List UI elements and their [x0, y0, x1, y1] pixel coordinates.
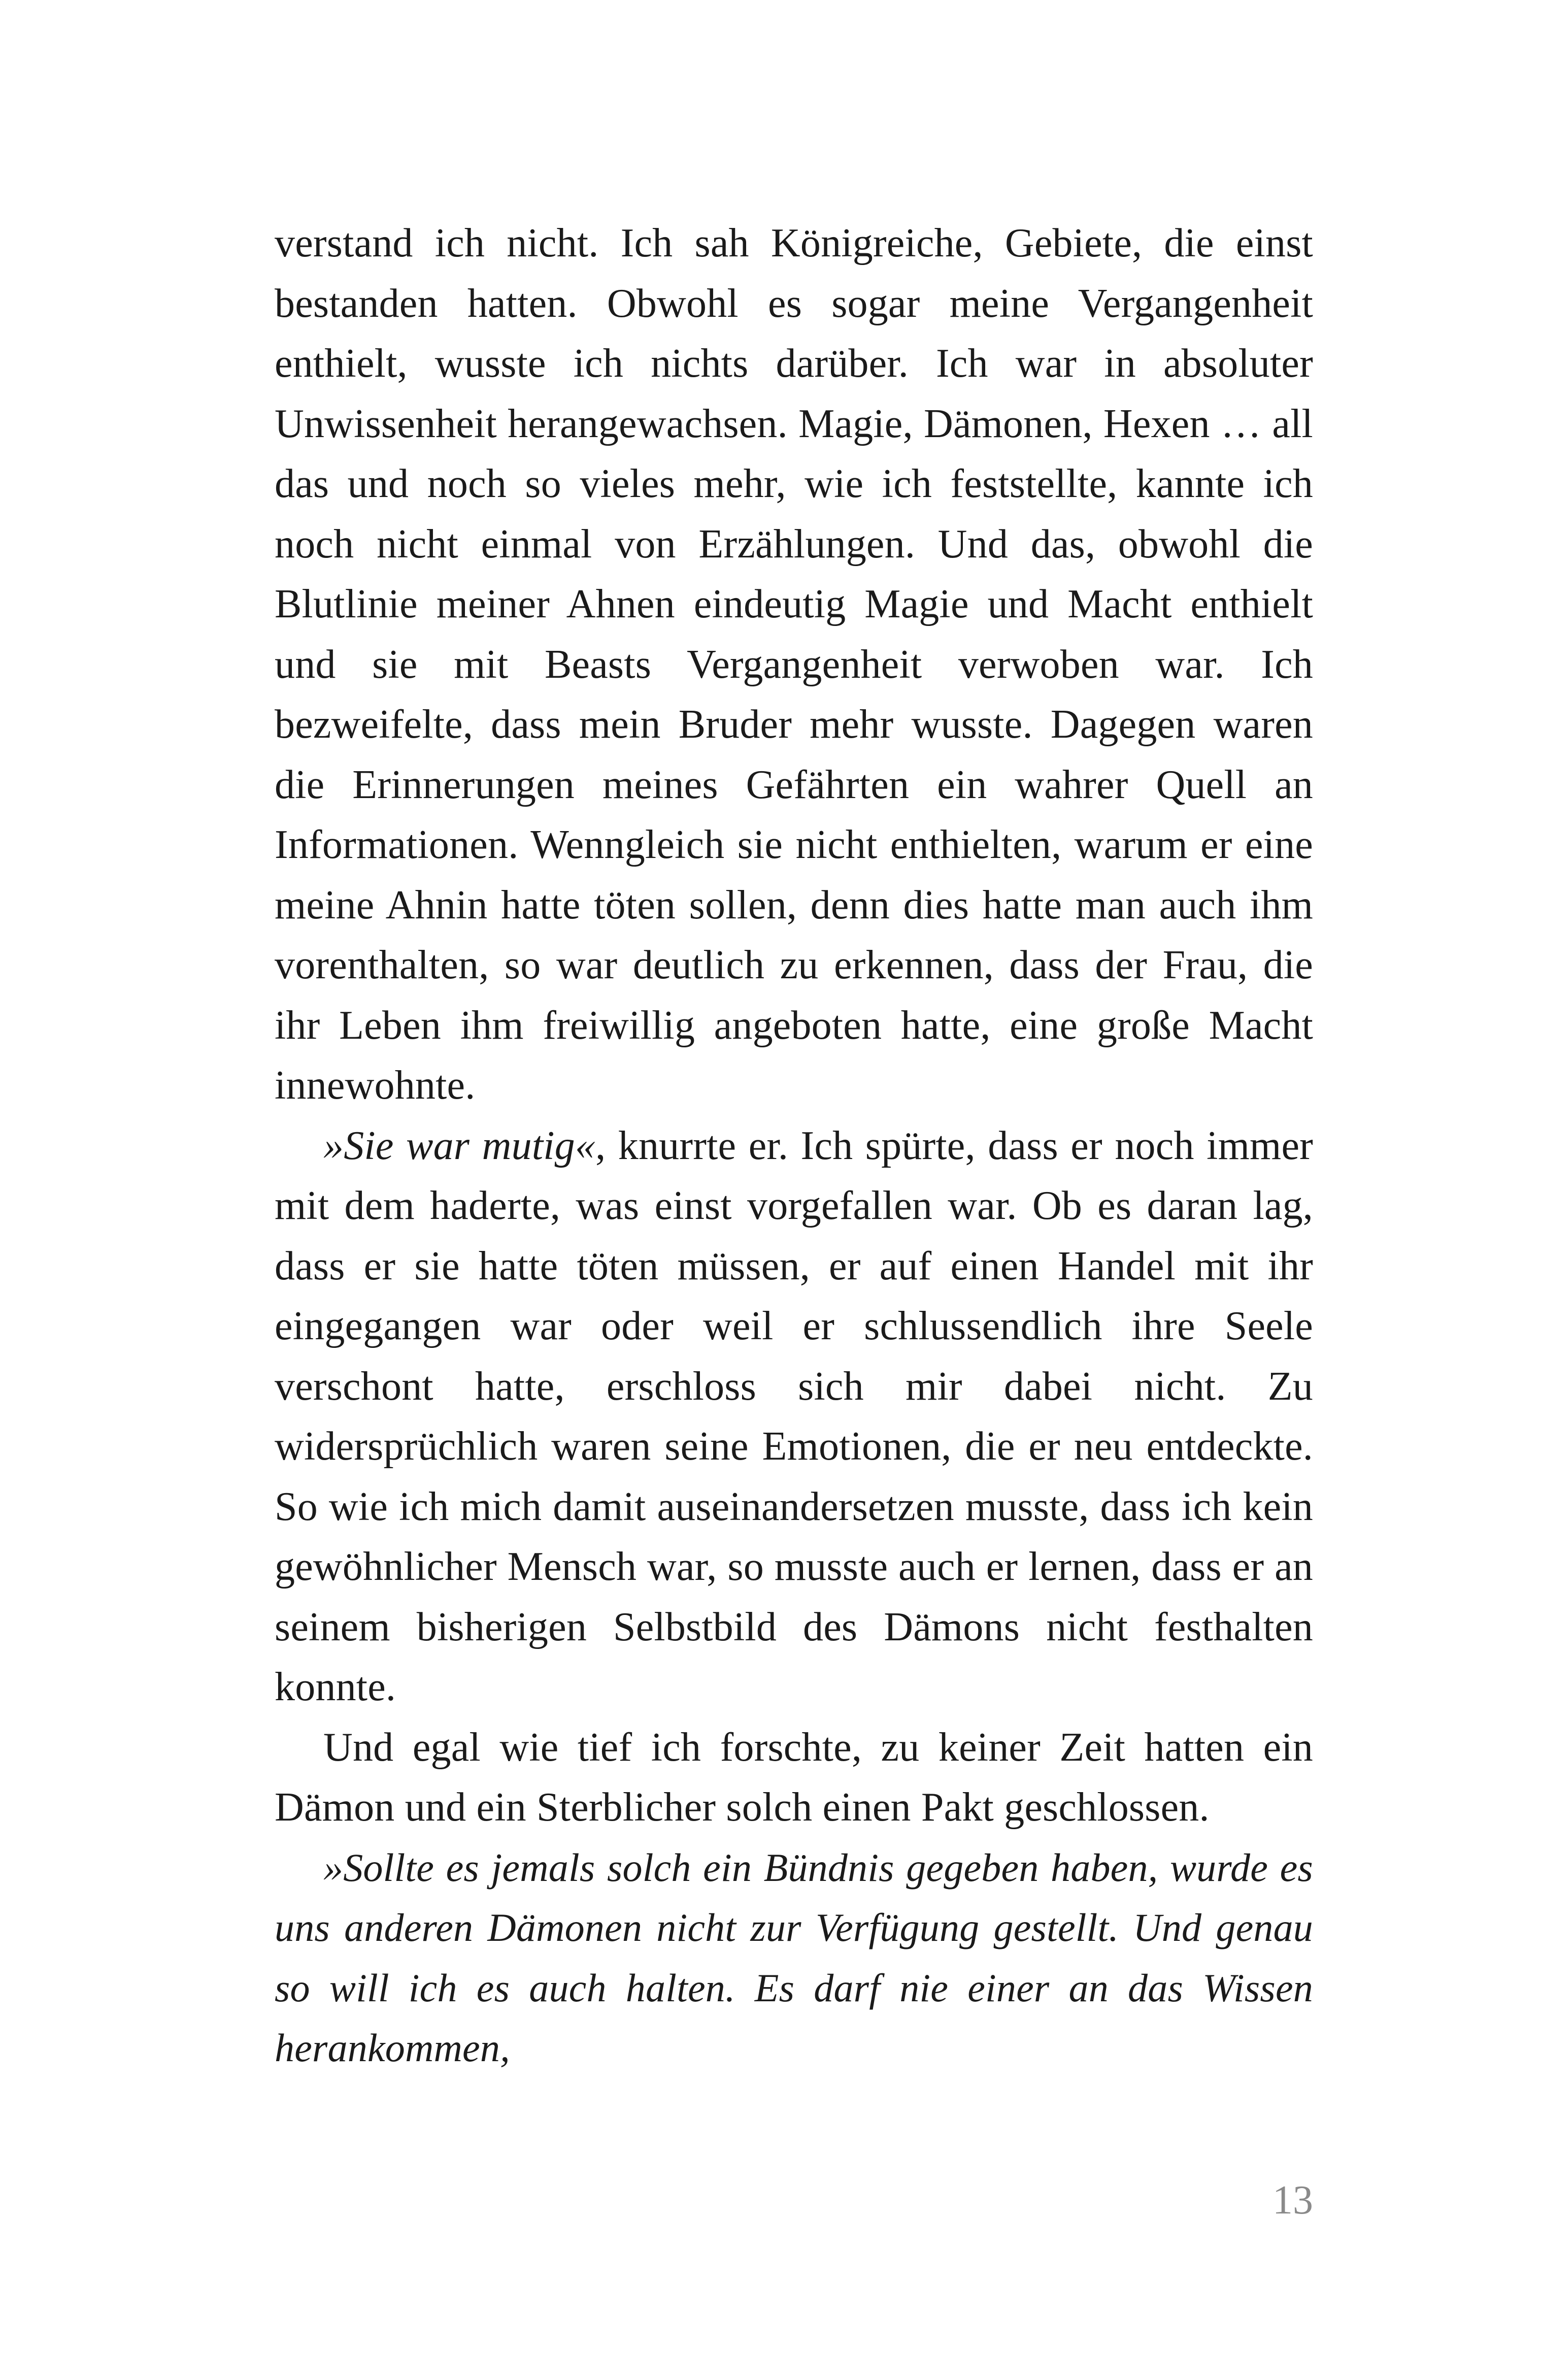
paragraph-2-quote: »Sie war mutig« [323, 1123, 596, 1168]
paragraph-4: »Sollte es jemals solch ein Bündnis gegeben haben, wurde es uns anderen Dämonen nicht zur Verfügung gestellt. Und genau so will ich es auch halten. Es darf nie einer an das Wissen herankommen, [275, 1845, 1313, 2070]
book-page-body [275, 213, 1313, 2078]
page-number: 13 [1272, 2178, 1313, 2223]
paragraph-2 [275, 1116, 1313, 1717]
paragraph-1: verstand ich nicht. Ich sah Königreiche, Gebiete, die einst bestanden hatten. Obwohl es sogar meine Vergangenheit enthielt, wusste ich nichts darüber. Ich war in absoluter Unwissenheit herangewachsen. Magie, Dämonen, Hexen … all das und noch so vieles mehr, wie ich feststellte, kannte ich noch nicht einmal von Erzählungen. Und das, obwohl die Blutlinie meiner Ahnen eindeutig Magie und Macht enthielt und sie mit Beasts Vergangenheit verwoben war. Ich bezweifelte, dass mein Bruder mehr wusste. Dagegen waren die Erinnerungen meines Gefährten ein wahrer Quell an Informationen. Wenngleich sie nicht enthielten, warum er eine meine Ahnin hatte töten sollen, denn dies hatte man auch ihm vorenthalten, so war deutlich zu erkennen, dass der Frau, die ihr Leben ihm freiwillig angeboten hatte, eine große Macht innewohnte. [275, 221, 1313, 1108]
paragraph-2-text: , knurrte er. Ich spürte, dass er noch immer mit dem haderte, was einst vorgefallen war. Ob es daran lag, dass er sie hatte töten müssen, er auf einen Handel mit ihr eingegangen war oder weil er schlussendlich ihre Seele verschont hatte, erschloss sich mir dabei nicht. Zu widersprüchlich waren seine Emotionen, die er neu entdeckte. So wie ich mich damit auseinandersetzen musste, dass ich kein gewöhnlicher Mensch war, so musste auch er lernen, dass er an seinem bisherigen Selbstbild des Dämons nicht festhalten konnte. [275, 1123, 1314, 1709]
paragraph-3: Und egal wie tief ich forschte, zu keiner Zeit hatten ein Dämon und ein Sterblicher solch einen Pakt geschlossen. [275, 1725, 1313, 1830]
